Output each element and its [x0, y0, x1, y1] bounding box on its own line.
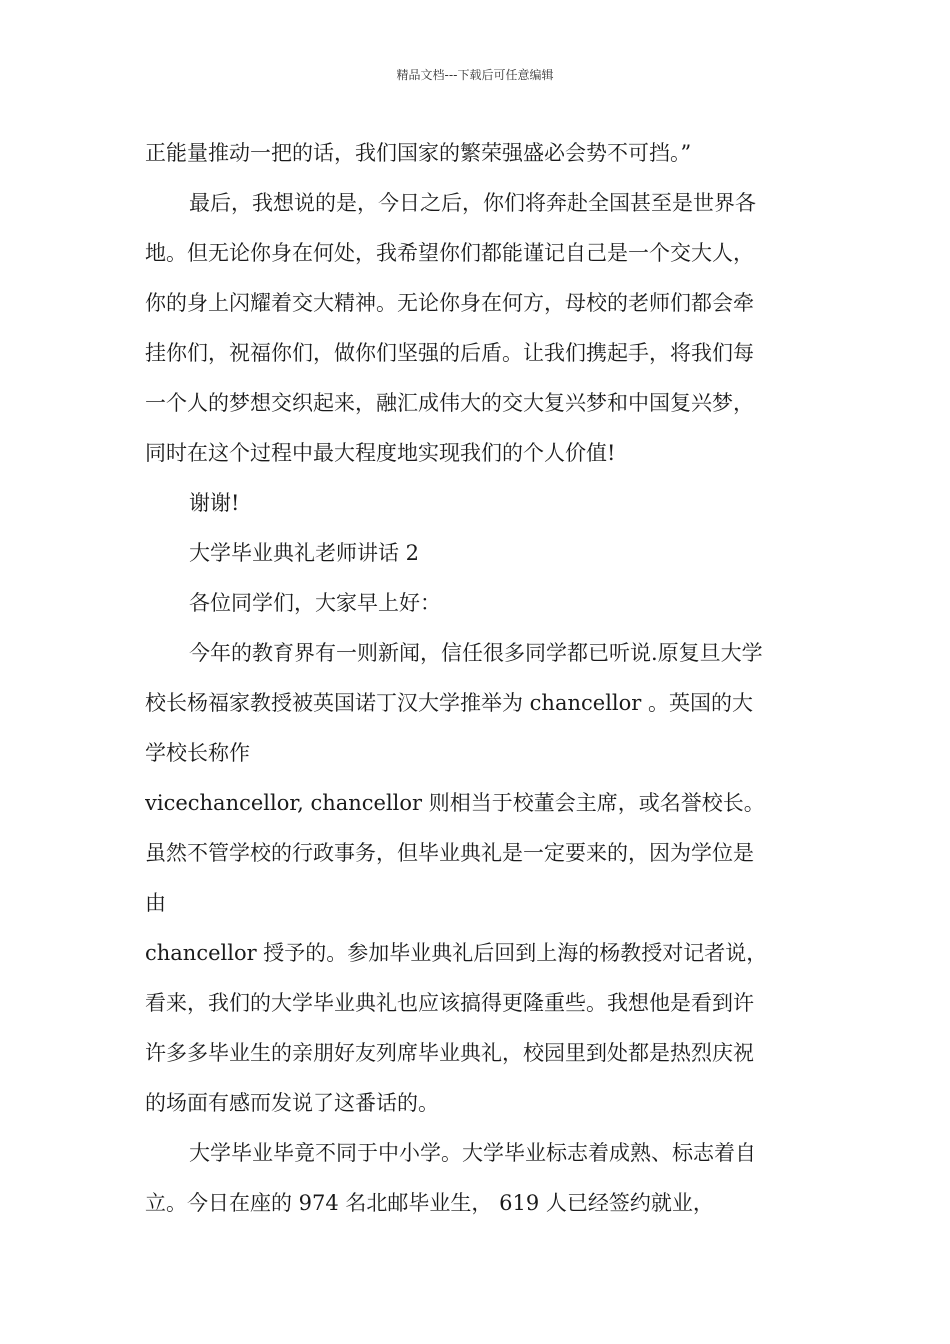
text-line: 正能量推动一把的话，我们国家的繁荣强盛必会势不可挡。” [145, 141, 692, 165]
greeting-line: 各位同学们，大家早上好： [189, 591, 441, 615]
text-line: 学校长称作 [145, 741, 250, 765]
text-line: chancellor 授予的。参加毕业典礼后回到上海的杨教授对记者说， [145, 941, 768, 965]
text-line: 大学毕业毕竟不同于中小学。大学毕业标志着成熟、标志着自 [189, 1141, 756, 1165]
text-line: 校长杨福家教授被英国诺丁汉大学推举为 chancellor 。英国的大 [145, 691, 753, 715]
text-line: 最后，我想说的是，今日之后，你们将奔赴全国甚至是世界各 [189, 191, 756, 215]
document-body [145, 128, 810, 1228]
text-line: 看来，我们的大学毕业典礼也应该搞得更隆重些。我想他是看到许 [145, 991, 754, 1015]
text-line: 挂你们，祝福你们，做你们坚强的后盾。让我们携起手，将我们每 [145, 341, 754, 365]
text-line: 谢谢! [189, 491, 240, 515]
section-heading: 大学毕业典礼老师讲话 2 [189, 541, 420, 565]
text-line: 立。今日在座的 974 名北邮毕业生， 619 人已经签约就业， [145, 1191, 714, 1215]
text-line: 一个人的梦想交织起来，融汇成伟大的交大复兴梦和中国复兴梦， [145, 391, 754, 415]
page-header: 精品文档---下载后可任意编辑 [396, 68, 554, 82]
text-line: 许多多毕业生的亲朋好友列席毕业典礼，校园里到处都是热烈庆祝 [145, 1041, 754, 1065]
text-line: 你的身上闪耀着交大精神。无论你身在何方，母校的老师们都会牵 [145, 291, 754, 315]
text-line: 虽然不管学校的行政事务，但毕业典礼是一定要来的，因为学位是 [145, 841, 754, 865]
text-line: 的场面有感而发说了这番话的。 [145, 1091, 439, 1115]
text-line: 地。但无论你身在何处，我希望你们都能谨记自己是一个交大人， [145, 241, 754, 265]
text-line: vicechancellor, chancellor 则相当于校董会主席，或名誉校长。 [145, 791, 765, 815]
text-line: 同时在这个过程中最大程度地实现我们的个人价值! [145, 441, 616, 465]
text-line: 由 [145, 891, 166, 915]
text-line: 今年的教育界有一则新闻，信任很多同学都已听说.原复旦大学 [189, 641, 763, 665]
